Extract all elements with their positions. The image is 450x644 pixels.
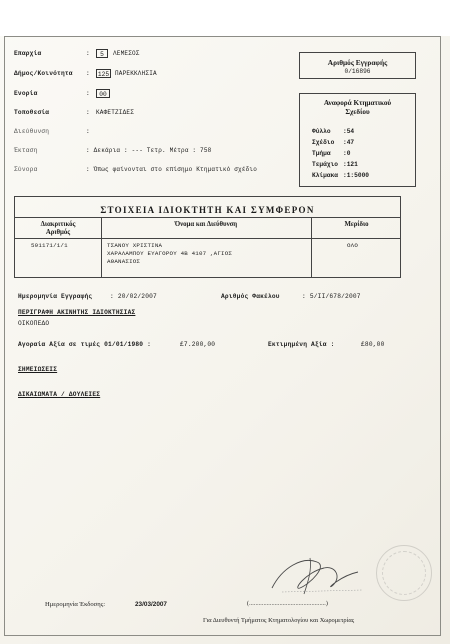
owner-share: ΟΛΟ	[347, 242, 359, 249]
community-name: ΠΑΡΕΚΚΛΗΣΙΑ	[115, 70, 157, 77]
owner-name-line3: ΑΘΑΝΑΣΙΟΣ	[107, 258, 141, 265]
property-description-label: ΠΕΡΙΓΡΑΦΗ ΑΚΙΝΗΤΗΣ ΙΔΙΟΚΤΗΣΙΑΣ	[18, 309, 136, 316]
owners-table	[14, 196, 401, 278]
official-seal-inner	[382, 551, 426, 595]
province-label: Επαρχία	[14, 50, 42, 57]
colon: :	[86, 50, 90, 57]
page-top-margin	[0, 0, 450, 36]
property-description-value: ΟΙΚΟΠΕΔΟ	[18, 320, 50, 327]
quarter-label: Ενορία	[14, 90, 38, 97]
province-code-box: 5	[96, 49, 108, 58]
assessed-value-value: £80,00	[361, 341, 385, 348]
col-id-header: Διακριτικός Αριθμός	[40, 221, 76, 236]
signature-mark	[262, 548, 374, 598]
column-divider	[311, 217, 312, 278]
map-row-sheet: Φύλλο :54	[312, 128, 355, 135]
assessed-value-label: Εκτιμημένη Αξία :	[268, 341, 335, 348]
owner-name-line2: ΧΑΡΑΛΑΜΠΟΥ ΕΥΑΓΟΡΟΥ 4Β 4107 ,ΑΓΙΟΣ	[107, 250, 233, 257]
col-share-header: Μερίδιο	[344, 221, 369, 228]
extent-value: : Δεκάρια : --- Τετρ. Μέτρα : 758	[86, 147, 212, 154]
extent-label: Έκταση	[14, 147, 38, 154]
file-number-value: : 5/II/678/2007	[302, 293, 361, 300]
column-divider	[101, 217, 102, 278]
colon: :	[86, 70, 90, 77]
map-reference-box	[299, 93, 416, 187]
map-reference-title-line1: Αναφορά Κτηματικού	[323, 99, 392, 107]
market-value-label: Αγοραία Αξία σε τιμές 01/01/1980 :	[18, 341, 152, 348]
signature-placeholder: (................................................)	[247, 601, 328, 607]
market-value-value: £7.200,00	[180, 341, 216, 348]
notes-label: ΣΗΜΕΙΩΣΕΙΣ	[18, 366, 58, 373]
colon: :	[86, 90, 90, 97]
locality-label: Τοποθεσία	[14, 109, 50, 116]
map-row-plot: Τεμάχιο :121	[312, 161, 358, 168]
community-code-box: 125	[97, 71, 110, 78]
owners-section-title: ΣΤΟΙΧΕΙΑ ΙΔΙΟΚΤΗΤΗ ΚΑΙ ΣΥΜΦΕΡΟΝ	[100, 205, 315, 215]
owner-name-line1: ΤΣΑΝΟΥ ΧΡΙΣΤΙΝΑ	[107, 242, 163, 249]
map-reference-title-line2: Σχεδίου	[345, 108, 370, 116]
signatory-caption: Για Διευθυντή Τμήματος Κτηματολογίου και Χωρομετρίας	[203, 617, 355, 624]
map-row-scale: Κλίμακα :1:5000	[312, 172, 369, 179]
col-name-header: Όνομα και Διεύθυνση	[174, 221, 238, 228]
bounds-label: Σύνορα	[14, 166, 38, 173]
issue-date-value: 23/03/2007	[135, 601, 167, 608]
rights-label: ΔΙΚΑΙΩΜΑΤΑ / ΔΟΥΛΕΙΕΣ	[18, 391, 101, 398]
map-row-plan: Σχέδιο :47	[312, 139, 355, 146]
registration-value: 0/16896	[344, 68, 371, 75]
owners-header-row	[15, 217, 400, 239]
community-label: Δήμος/Κοινότητα	[14, 70, 73, 77]
address-label: Διεύθυνση	[14, 128, 50, 135]
file-number-label: Αριθμός Φακέλου	[221, 293, 280, 300]
issue-date-label: Ημερομηνία Έκδοσης:	[45, 601, 106, 608]
province-name: ΛΕΜΕΣΟΣ	[113, 50, 140, 57]
bounds-value: : Όπως φαίνονται στο επίσημο Κτηματικό σχέδιο	[86, 166, 258, 173]
registration-number-box	[299, 52, 416, 79]
registration-title: Αριθμός Εγγραφής	[327, 58, 388, 67]
locality-value: ΚΑΦΕΤΖΙΔΕΣ	[96, 109, 135, 116]
colon: :	[86, 128, 90, 135]
colon: :	[86, 109, 90, 116]
map-row-section: Τμήμα :0	[312, 150, 351, 157]
registration-date-value: : 20/02/2007	[110, 293, 157, 300]
quarter-code-box: 00	[96, 89, 110, 98]
owner-id: 591171/1/1	[31, 242, 68, 249]
registration-date-label: Ημερομηνία Εγγραφής	[18, 293, 93, 300]
